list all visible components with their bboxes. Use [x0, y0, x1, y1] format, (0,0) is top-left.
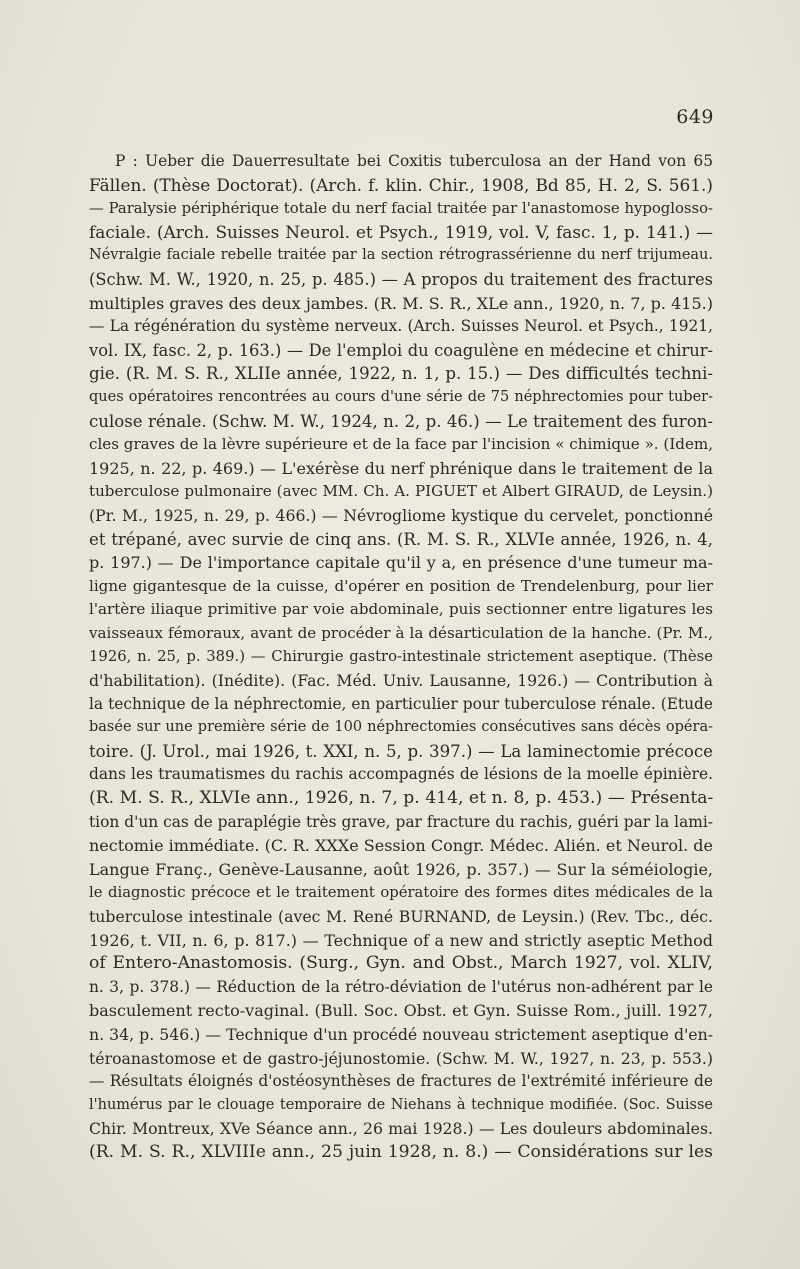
- text-line: téroanastomose et de gastro-jéjunostomie. (Schw. M. W., 1927, n. 23, p. 553.): [89, 1048, 713, 1068]
- text-line: (R. M. S. R., XLVIe ann., 1926, n. 7, p. 414, et n. 8, p. 453.) — Présenta-: [89, 788, 713, 809]
- text-line: 1926, t. VII, n. 6, p. 817.) — Technique of a new and strictly aseptic Method: [89, 930, 713, 950]
- text-line: faciale. (Arch. Suisses Neurol. et Psych., 1919, vol. V, fasc. 1, p. 141.) —: [89, 221, 713, 242]
- text-line: ligne gigantesque de la cuisse, d'opérer en position de Trendelenburg, pour lier: [89, 576, 713, 595]
- text-line: (Schw. M. W., 1920, n. 25, p. 485.) — A propos du traitement des fractures: [89, 269, 713, 289]
- text-line: dans les traumatismes du rachis accompagnés de lésions de la moelle épinière.: [89, 765, 713, 784]
- text-line: multiples graves des deux jambes. (R. M. S. R., XLe ann., 1920, n. 7, p. 415.): [89, 293, 713, 313]
- text-line: et trépané, avec survie de cinq ans. (R. M. S. R., XLVIe année, 1926, n. 4,: [89, 529, 713, 549]
- text-line: — Paralysie périphérique totale du nerf facial traitée par l'anastomose hypoglosso-: [89, 200, 713, 218]
- text-line: tion d'un cas de paraplégie très grave, par fracture du rachis, guéri par la lami-: [89, 812, 713, 831]
- text-line: nectomie immédiate. (C. R. XXXe Session Congr. Médec. Alién. et Neurol. de: [89, 836, 713, 856]
- text-line: la technique de la néphrectomie, en particulier pour tuberculose rénale. (Etude: [89, 694, 713, 713]
- text-line: tuberculose pulmonaire (avec MM. Ch. A. PIGUET et Albert GIRAUD, de Leysin.): [89, 482, 713, 501]
- text-line: ques opératoires rencontrées au cours d'une série de 75 néphrectomies pour tuber-: [89, 388, 713, 405]
- text-line: culose rénale. (Schw. M. W., 1924, n. 2, p. 46.) — Le traitement des furon-: [89, 411, 713, 431]
- text-line: cles graves de la lèvre supérieure et de la face par l'incision « chimique ». (Idem,: [89, 435, 713, 454]
- text-line: basée sur une première série de 100 néphrectomies consécutives sans décès opéra-: [89, 719, 713, 736]
- text-line: tuberculose intestinale (avec M. René BURNAND, de Leysin.) (Rev. Tbc., déc.: [89, 907, 713, 926]
- text-line: Langue Franç., Genève-Lausanne, août 1926, p. 357.) — Sur la séméiologie,: [89, 859, 713, 879]
- text-line: (R. M. S. R., XLVIIIe ann., 25 juin 1928, n. 8.) — Considérations sur les: [89, 1141, 713, 1162]
- text-line: n. 3, p. 378.) — Réduction de la rétro-déviation de l'utérus non-adhérent par le: [89, 977, 713, 996]
- text-line: l'humérus par le clouage temporaire de Niehans à technique modifiée. (Soc. Suisse: [89, 1096, 713, 1113]
- text-line: gie. (R. M. S. R., XLIIe année, 1922, n. 1, p. 15.) — Des difficultés techni-: [89, 364, 713, 384]
- text-line: p. 197.) — De l'importance capitale qu'il y a, en présence d'une tumeur ma-: [89, 553, 713, 573]
- text-line: vol. IX, fasc. 2, p. 163.) — De l'emploi du coagulène en médecine et chirur-: [89, 340, 713, 360]
- text-line: vaisseaux fémoraux, avant de procéder à la désarticulation de la hanche. (Pr. M.,: [89, 623, 713, 642]
- text-line: toire. (J. Urol., mai 1926, t. XXI, n. 5, p. 397.) — La laminectomie précoce: [89, 741, 713, 761]
- text-line: 1926, n. 25, p. 389.) — Chirurgie gastro-intestinale strictement aseptique. (Thèse: [89, 648, 713, 666]
- text-line: Chir. Montreux, XVe Séance ann., 26 mai 1928.) — Les douleurs abdominales.: [89, 1119, 713, 1139]
- text-line: 1925, n. 22, p. 469.) — L'exérèse du nerf phrénique dans le traitement de la: [89, 458, 713, 478]
- page-number: 649: [676, 106, 714, 128]
- text-line: Névralgie faciale rebelle traitée par la section rétrograssérienne du nerf trijumeau.: [89, 247, 713, 264]
- text-line: P : Ueber die Dauerresultate bei Coxitis tuberculosa an der Hand von 65: [115, 152, 713, 170]
- bibliography-paragraph: [89, 150, 713, 1165]
- text-line: le diagnostic précoce et le traitement opératoire des formes dites médicales de la: [89, 884, 713, 902]
- text-line: of Entero-Anastomosis. (Surg., Gyn. and Obst., March 1927, vol. XLIV,: [89, 953, 713, 974]
- text-line: l'artère iliaque primitive par voie abdominale, puis sectionner entre ligatures les: [89, 600, 713, 619]
- text-line: basculement recto-vaginal. (Bull. Soc. Obst. et Gyn. Suisse Rom., juill. 1927,: [89, 1001, 713, 1021]
- text-line: Fällen. (Thèse Doctorat). (Arch. f. klin. Chir., 1908, Bd 85, H. 2, S. 561.): [89, 174, 713, 195]
- text-line: — Résultats éloignés d'ostéosynthèses de fractures de l'extrémité inférieure de: [89, 1072, 713, 1091]
- text-line: — La régénération du système nerveux. (Arch. Suisses Neurol. et Psych., 1921,: [89, 317, 713, 336]
- text-line: (Pr. M., 1925, n. 29, p. 466.) — Névrogliome kystique du cervelet, ponctionné: [89, 505, 713, 525]
- text-line: d'habilitation). (Inédite). (Fac. Méd. Univ. Lausanne, 1926.) — Contribution à: [89, 671, 713, 691]
- text-line: n. 34, p. 546.) — Technique d'un procédé nouveau strictement aseptique d'en-: [89, 1024, 713, 1044]
